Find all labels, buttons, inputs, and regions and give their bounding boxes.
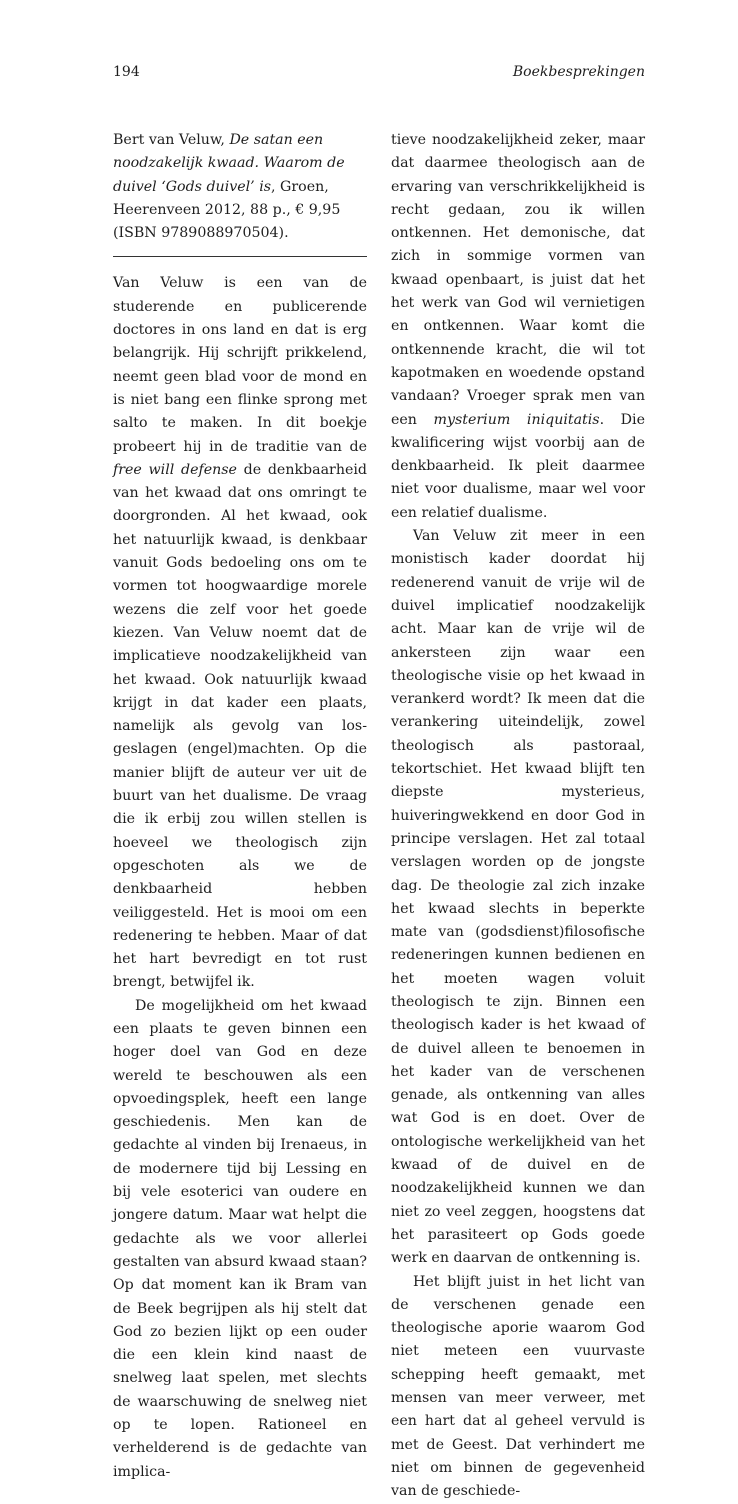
- book-title: De satan een noodzakelijk kwaad. Waarom de duivel ‘Gods duivel’ is: [113, 132, 345, 195]
- paragraph: De mogelijkheid om het kwaad een plaats te geven binnen een hoger doel van God en deze wereld te beschouwen als een opvoedingsplek, heeft een lange geschiedenis. Men kan de gedachte al vinden bij Irenaeus, in de modernere tijd bij Lessing en bij vele esoterici van oudere en jongere datum. Maar wat helpt die gedachte als we voor allerlei gestalten van absurd kwaad staan? Op dat moment kan ik Bram van de Beek begrijpen als hij stelt dat God zo bezien lijkt op een ouder die een klein kind naast de snelweg laat spelen, met slechts de waarschuwing de snelweg niet op te lopen. Rationeel en verhelderend is de gedachte van implica-: [113, 997, 367, 1480]
- right-column: [391, 129, 645, 1504]
- paragraph: Van Veluw zit meer in een monistisch kader doordat hij redenerend vanuit de vrije wil de duivel implicatief noodzakelijk acht. Maar kan de vrije wil de ankersteen zijn waar een theologische visie op het kwaad in verankerd wordt? Ik meen dat die verankering uiteindelijk, zowel theologisch als pastoraal, tekortschiet. Het kwaad blijft ten diepste mysterieus, huiveringwekkend en door God in principe verslagen. Het zal totaal verslagen worden op de jongste dag. De theologie zal zich inzake het kwaad slechts in beperkte mate van (godsdienst)filosofische redeneringen kunnen bedienen en het moeten wagen voluit theologisch te zijn. Binnen een theologisch kader is het kwaad of de duivel alleen te benoemen in het kader van de verschenen genade, als ontkenning van alles wat God is en doet. Over de ontologische werkelijkheid van het kwaad of de duivel en de noodzakelijkheid kunnen we dan niet zo veel zeggen, hoogstens dat het parasiteert op Gods goede werk en daarvan de ontkenning is.: [391, 528, 645, 1267]
- text-run: Van Veluw is een van de studerende en publicerende doctores in ons land en dat is erg belangrijk. Hij schrijft prikkelend, neemt geen blad voor de mond en is niet bang een flinke sprong met salto te maken. In dit boekje probeert hij in de traditie van de: [113, 275, 367, 455]
- text-run: . Die kwalificering wijst voorbij aan de denkbaarheid. Ik pleit daarmee niet voor dualisme, maar wel voor een relatief dualisme.: [391, 411, 645, 521]
- paragraph: [391, 129, 645, 525]
- paragraph: [113, 272, 367, 994]
- emphasis: mysterium iniquitatis: [433, 411, 600, 428]
- text-run: de denkbaarheid van het kwaad dat ons omringt te doorgronden. Al het kwaad, ook het natuurlijk kwaad, is denkbaar vanuit Gods bedoeling ons om te vormen tot hoogwaardige morele wezens die zelf voor het goede kiezen. Van Veluw noemt dat de implicatieve noodzakelijkheid van het kwaad. Ook natuurlijk kwaad krijgt in dat kader een plaats, namelijk als gevolg van losgeslagen (engel)machten. Op die manier blijft de auteur ver uit de buurt van het dualisme. De vraag die ik erbij zou willen stellen is hoeveel we theologisch zijn opgeschoten als we de denkbaarheid hebben veiliggesteld. Het is mooi om een redenering te hebben. Maar of dat het hart bevredigt en tot rust brengt, betwijfel ik.: [113, 461, 367, 991]
- running-head: Boekbesprekingen: [512, 64, 645, 80]
- review-author: Bert van Veluw,: [113, 132, 225, 148]
- page-number: 194: [113, 64, 140, 80]
- text-run: tieve noodzakelijkheid zeker, maar dat daarmee theologisch aan de ervaring van verschrikkelijkheid is recht gedaan, zou ik willen ontkennen. Het demonische, dat zich in sommige vormen van kwaad openbaart, is juist dat het het werk van God wil vernietigen en ontkennen. Waar komt die ontkennende kracht, die wil tot kapotmaken en woedende opstand vandaan? Vroeger sprak men van een: [391, 132, 645, 428]
- paragraph: Het blijft juist in het licht van de verschenen genade een theologische aporie waarom God niet meteen een vuurvaste schepping heeft gemaakt, met mensen van meer verweer, met een hart dat al geheel vervuld is met de Geest. Dat verhindert me niet om binnen de gegevenheid van de geschiede-: [391, 1273, 645, 1500]
- bibliographic-entry: [113, 129, 367, 245]
- emphasis: free will defense: [113, 461, 237, 478]
- publication-details: , Groen, Heerenveen 2012, 88 p., € 9,95 (ISBN 9789088970504).: [113, 178, 341, 242]
- left-column: [113, 129, 367, 1484]
- divider: [113, 256, 367, 257]
